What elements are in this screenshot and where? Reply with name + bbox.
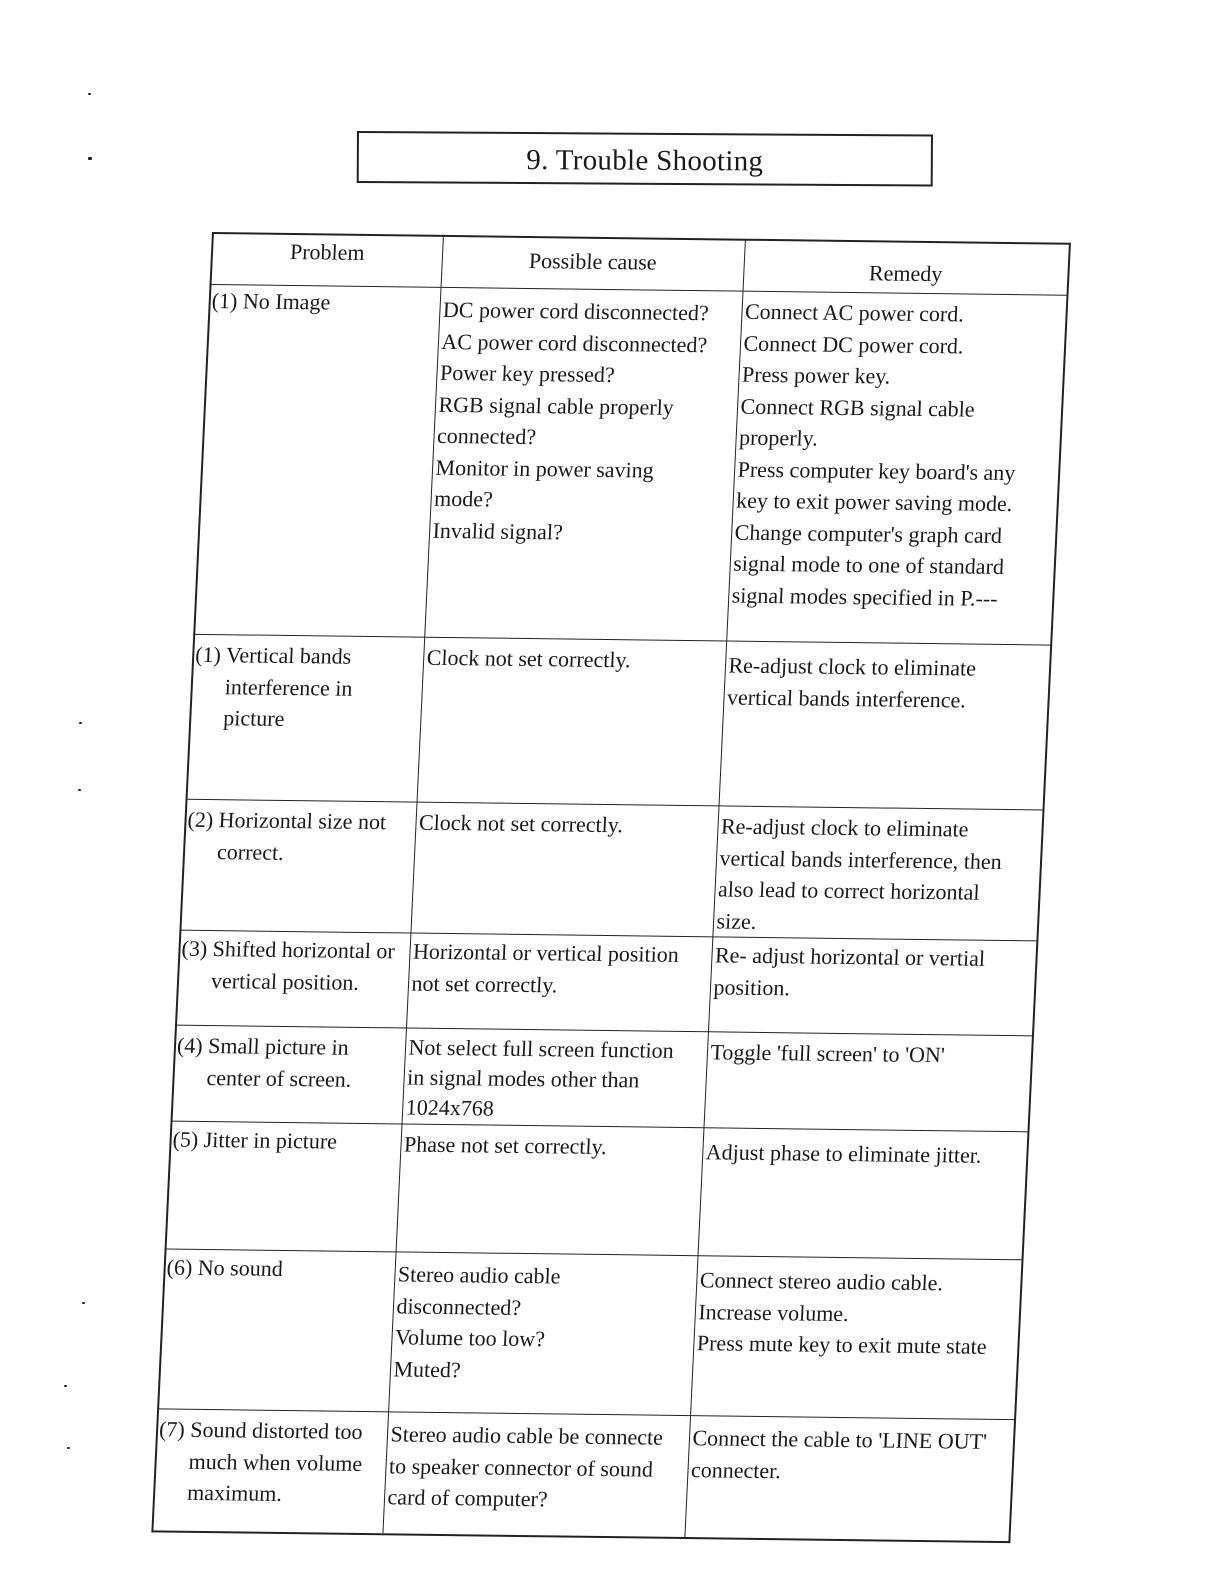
remedy-line: connecter. — [690, 1456, 782, 1483]
scan-speck — [64, 1385, 67, 1387]
remedy-line: vertical bands interference, then — [719, 844, 1003, 874]
remedy-line: Press computer key board's any — [737, 456, 1016, 485]
table-row — [152, 1409, 1015, 1542]
cause-line: Muted? — [393, 1355, 462, 1382]
cause-line: 1024x768 — [405, 1094, 495, 1121]
section-title: 9. Trouble Shooting — [526, 143, 764, 177]
problem-cell — [194, 284, 440, 637]
troubleshooting-table-wrapper — [151, 232, 1069, 1543]
cause-line: DC power cord disconnected? — [442, 296, 710, 326]
table-row — [176, 930, 1037, 1036]
problem-text: (7) Sound distorted too much when volume maximum. — [158, 1416, 364, 1506]
remedy-line: Connect stereo audio cable. — [699, 1267, 944, 1296]
remedy-cell — [684, 1416, 1015, 1542]
problem-cell — [180, 799, 416, 933]
cause-line: Stereo audio cable be connecte — [389, 1421, 664, 1450]
remedy-line: size. — [716, 907, 757, 934]
cause-line: Invalid signal? — [432, 517, 564, 544]
table-row — [194, 284, 1067, 645]
scan-speck — [78, 789, 81, 791]
cause-cell — [406, 933, 712, 1032]
remedy-cell — [726, 291, 1067, 645]
cause-line: not set correctly. — [411, 970, 558, 997]
remedy-line: Toggle 'full screen' to 'ON' — [709, 1039, 946, 1068]
scan-speck — [88, 157, 92, 160]
scan-speck — [82, 1302, 85, 1304]
cause-line: Clock not set correctly. — [426, 644, 632, 673]
remedy-cell — [703, 1032, 1032, 1132]
remedy-line: key to exit power saving mode. — [735, 487, 1014, 517]
cause-line: AC power cord disconnected? — [440, 328, 708, 357]
cause-cell — [402, 1028, 708, 1128]
scan-speck — [88, 93, 91, 95]
cause-line: in signal modes other than — [406, 1064, 640, 1093]
problem-cell — [187, 634, 425, 802]
problem-cell — [166, 1121, 402, 1252]
remedy-cell — [690, 1256, 1022, 1420]
cause-line: mode? — [433, 485, 494, 512]
cause-line: Stereo audio cable — [397, 1261, 562, 1289]
remedy-line: Connect the cable to 'LINE OUT' — [691, 1425, 988, 1454]
problem-text: (6) No sound — [166, 1254, 284, 1281]
cause-line: disconnected? — [395, 1292, 522, 1320]
column-header-problem: Problem — [211, 233, 443, 287]
remedy-line: Press mute key to exit mute state — [696, 1330, 988, 1359]
cause-line: Monitor in power saving — [435, 454, 655, 483]
remedy-cell — [719, 641, 1052, 810]
scan-speck — [67, 1447, 70, 1449]
remedy-line: Re- adjust horizontal or vertial — [714, 942, 986, 971]
cause-line: Horizontal or vertical position — [412, 938, 680, 967]
cause-cell — [417, 637, 727, 806]
cause-line: Not select full screen function — [408, 1034, 675, 1063]
table-row — [172, 1025, 1033, 1132]
problem-cell — [176, 930, 410, 1028]
problem-text: (5) Jitter in picture — [172, 1126, 338, 1154]
remedy-line: Connect RGB signal cable — [740, 393, 976, 422]
table-row — [158, 1249, 1022, 1420]
problem-text: (4) Small picture in center of screen. — [176, 1032, 352, 1092]
remedy-line: Connect AC power cord. — [744, 298, 965, 327]
cause-cell — [424, 287, 742, 641]
cause-line: RGB signal cable properly — [438, 391, 675, 420]
problem-cell — [152, 1409, 388, 1534]
cause-cell — [396, 1124, 704, 1256]
cause-cell — [410, 802, 718, 937]
remedy-line: Re-adjust clock to eliminate — [720, 813, 970, 842]
problem-cell — [158, 1249, 395, 1412]
cause-cell — [388, 1252, 697, 1416]
remedy-cell — [712, 806, 1043, 941]
remedy-line: signal modes specified in P.--- — [731, 582, 999, 611]
column-header-cause: Possible cause — [441, 236, 745, 291]
troubleshooting-table — [151, 232, 1071, 1543]
cause-line: Phase not set correctly. — [403, 1131, 608, 1160]
section-title-box — [357, 131, 933, 187]
table-row — [187, 634, 1052, 810]
table-row — [166, 1121, 1029, 1260]
problem-text: (3) Shifted horizontal or vertical position. — [181, 935, 396, 995]
remedy-line: Change computer's graph card — [734, 519, 1003, 548]
scan-speck — [79, 722, 82, 724]
problem-text: (2) Horizontal size not correct. — [187, 806, 387, 865]
cause-line: to speaker connector of sound — [388, 1452, 654, 1482]
remedy-line: Adjust phase to eliminate jitter. — [705, 1139, 983, 1168]
remedy-line: also lead to correct horizontal — [717, 876, 981, 905]
cause-line: Power key pressed? — [439, 359, 616, 388]
cause-line: Volume too low? — [394, 1324, 546, 1352]
table-row — [180, 799, 1043, 941]
cause-line: card of computer? — [387, 1484, 549, 1512]
remedy-line: Press power key. — [741, 361, 891, 389]
remedy-line: vertical bands interference. — [726, 684, 967, 713]
remedy-line: properly. — [738, 424, 819, 451]
problem-cell — [172, 1025, 406, 1124]
problem-text: (1) Vertical bands interference in picture — [194, 641, 354, 731]
remedy-line: Re-adjust clock to eliminate — [727, 652, 977, 681]
cause-line: connected? — [436, 422, 537, 450]
remedy-cell — [698, 1128, 1029, 1260]
remedy-cell — [708, 937, 1037, 1036]
remedy-line: Connect DC power cord. — [743, 330, 965, 358]
cause-cell — [382, 1412, 690, 1538]
remedy-line: position. — [713, 973, 791, 1000]
cause-line: Clock not set correctly. — [418, 809, 624, 838]
remedy-line: signal mode to one of standard — [732, 550, 1005, 579]
remedy-line: Increase volume. — [697, 1298, 850, 1326]
problem-text: (1) No Image — [211, 288, 331, 315]
column-header-remedy: Remedy — [743, 240, 1070, 296]
